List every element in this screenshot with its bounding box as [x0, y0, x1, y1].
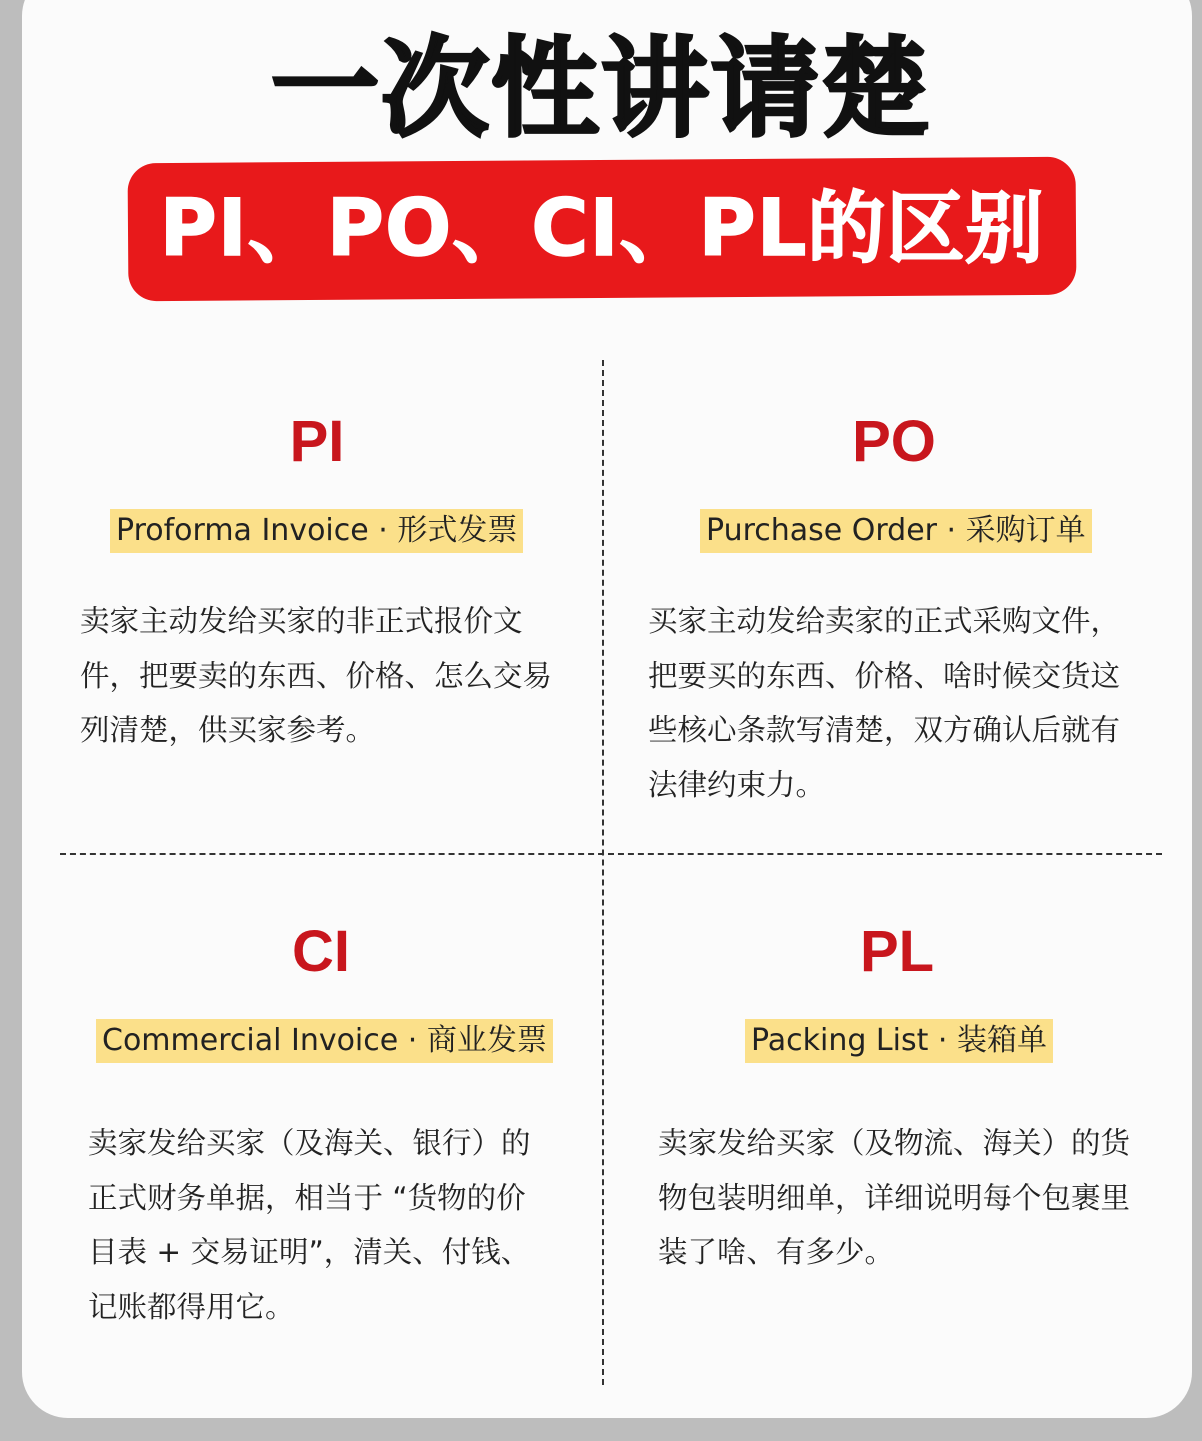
vertical-divider	[602, 360, 604, 1385]
pl-heading: PL	[859, 919, 935, 984]
ci-description-line: 记账都得用它。	[88, 1289, 295, 1324]
po-tag: Purchase Order · 采购订单	[700, 509, 1092, 553]
pi-description-line: 件，把要卖的东西、价格、怎么交易	[80, 658, 553, 693]
pl-description-line: 装了啥、有多少。	[658, 1235, 895, 1269]
pl-description	[658, 1116, 1130, 1280]
po-description-line: 把要买的东西、价格、啥时候交货这	[648, 658, 1121, 693]
po-description-line: 买家主动发给卖家的正式采购文件，	[648, 604, 1121, 638]
pi-tag: Proforma Invoice · 形式发票	[110, 509, 523, 553]
po-description-line: 法律约束力。	[648, 767, 826, 802]
page-title: 一次性讲请楚	[270, 27, 931, 152]
pi-heading: PI	[289, 409, 345, 474]
ci-description	[88, 1116, 531, 1334]
horizontal-divider	[60, 853, 1162, 855]
ci-description-line: 目表 + 交易证明”，清关、付钱、	[88, 1235, 531, 1269]
pi-description-line: 列清楚，供买家参考。	[80, 713, 376, 747]
ci-heading: CI	[292, 919, 350, 984]
pi-description	[80, 594, 552, 758]
banner-text: PI、PO、CI、PL的区别	[159, 184, 1045, 274]
po-description	[648, 594, 1120, 812]
po-heading: PO	[852, 409, 936, 474]
pl-description-line: 卖家发给买家（及物流、海关）的货	[658, 1126, 1131, 1160]
ci-description-line: 卖家发给买家（及海关、银行）的	[88, 1126, 531, 1160]
pi-description-line: 卖家主动发给买家的非正式报价文	[80, 604, 523, 638]
pl-tag: Packing List · 装箱单	[745, 1019, 1053, 1063]
pl-description-line: 物包装明细单，详细说明每个包裹里	[658, 1180, 1131, 1215]
ci-description-line: 正式财务单据，相当于 “货物的价	[88, 1180, 526, 1215]
po-description-line: 些核心条款写清楚，双方确认后就有	[648, 713, 1121, 747]
ci-tag: Commercial Invoice · 商业发票	[96, 1019, 553, 1063]
